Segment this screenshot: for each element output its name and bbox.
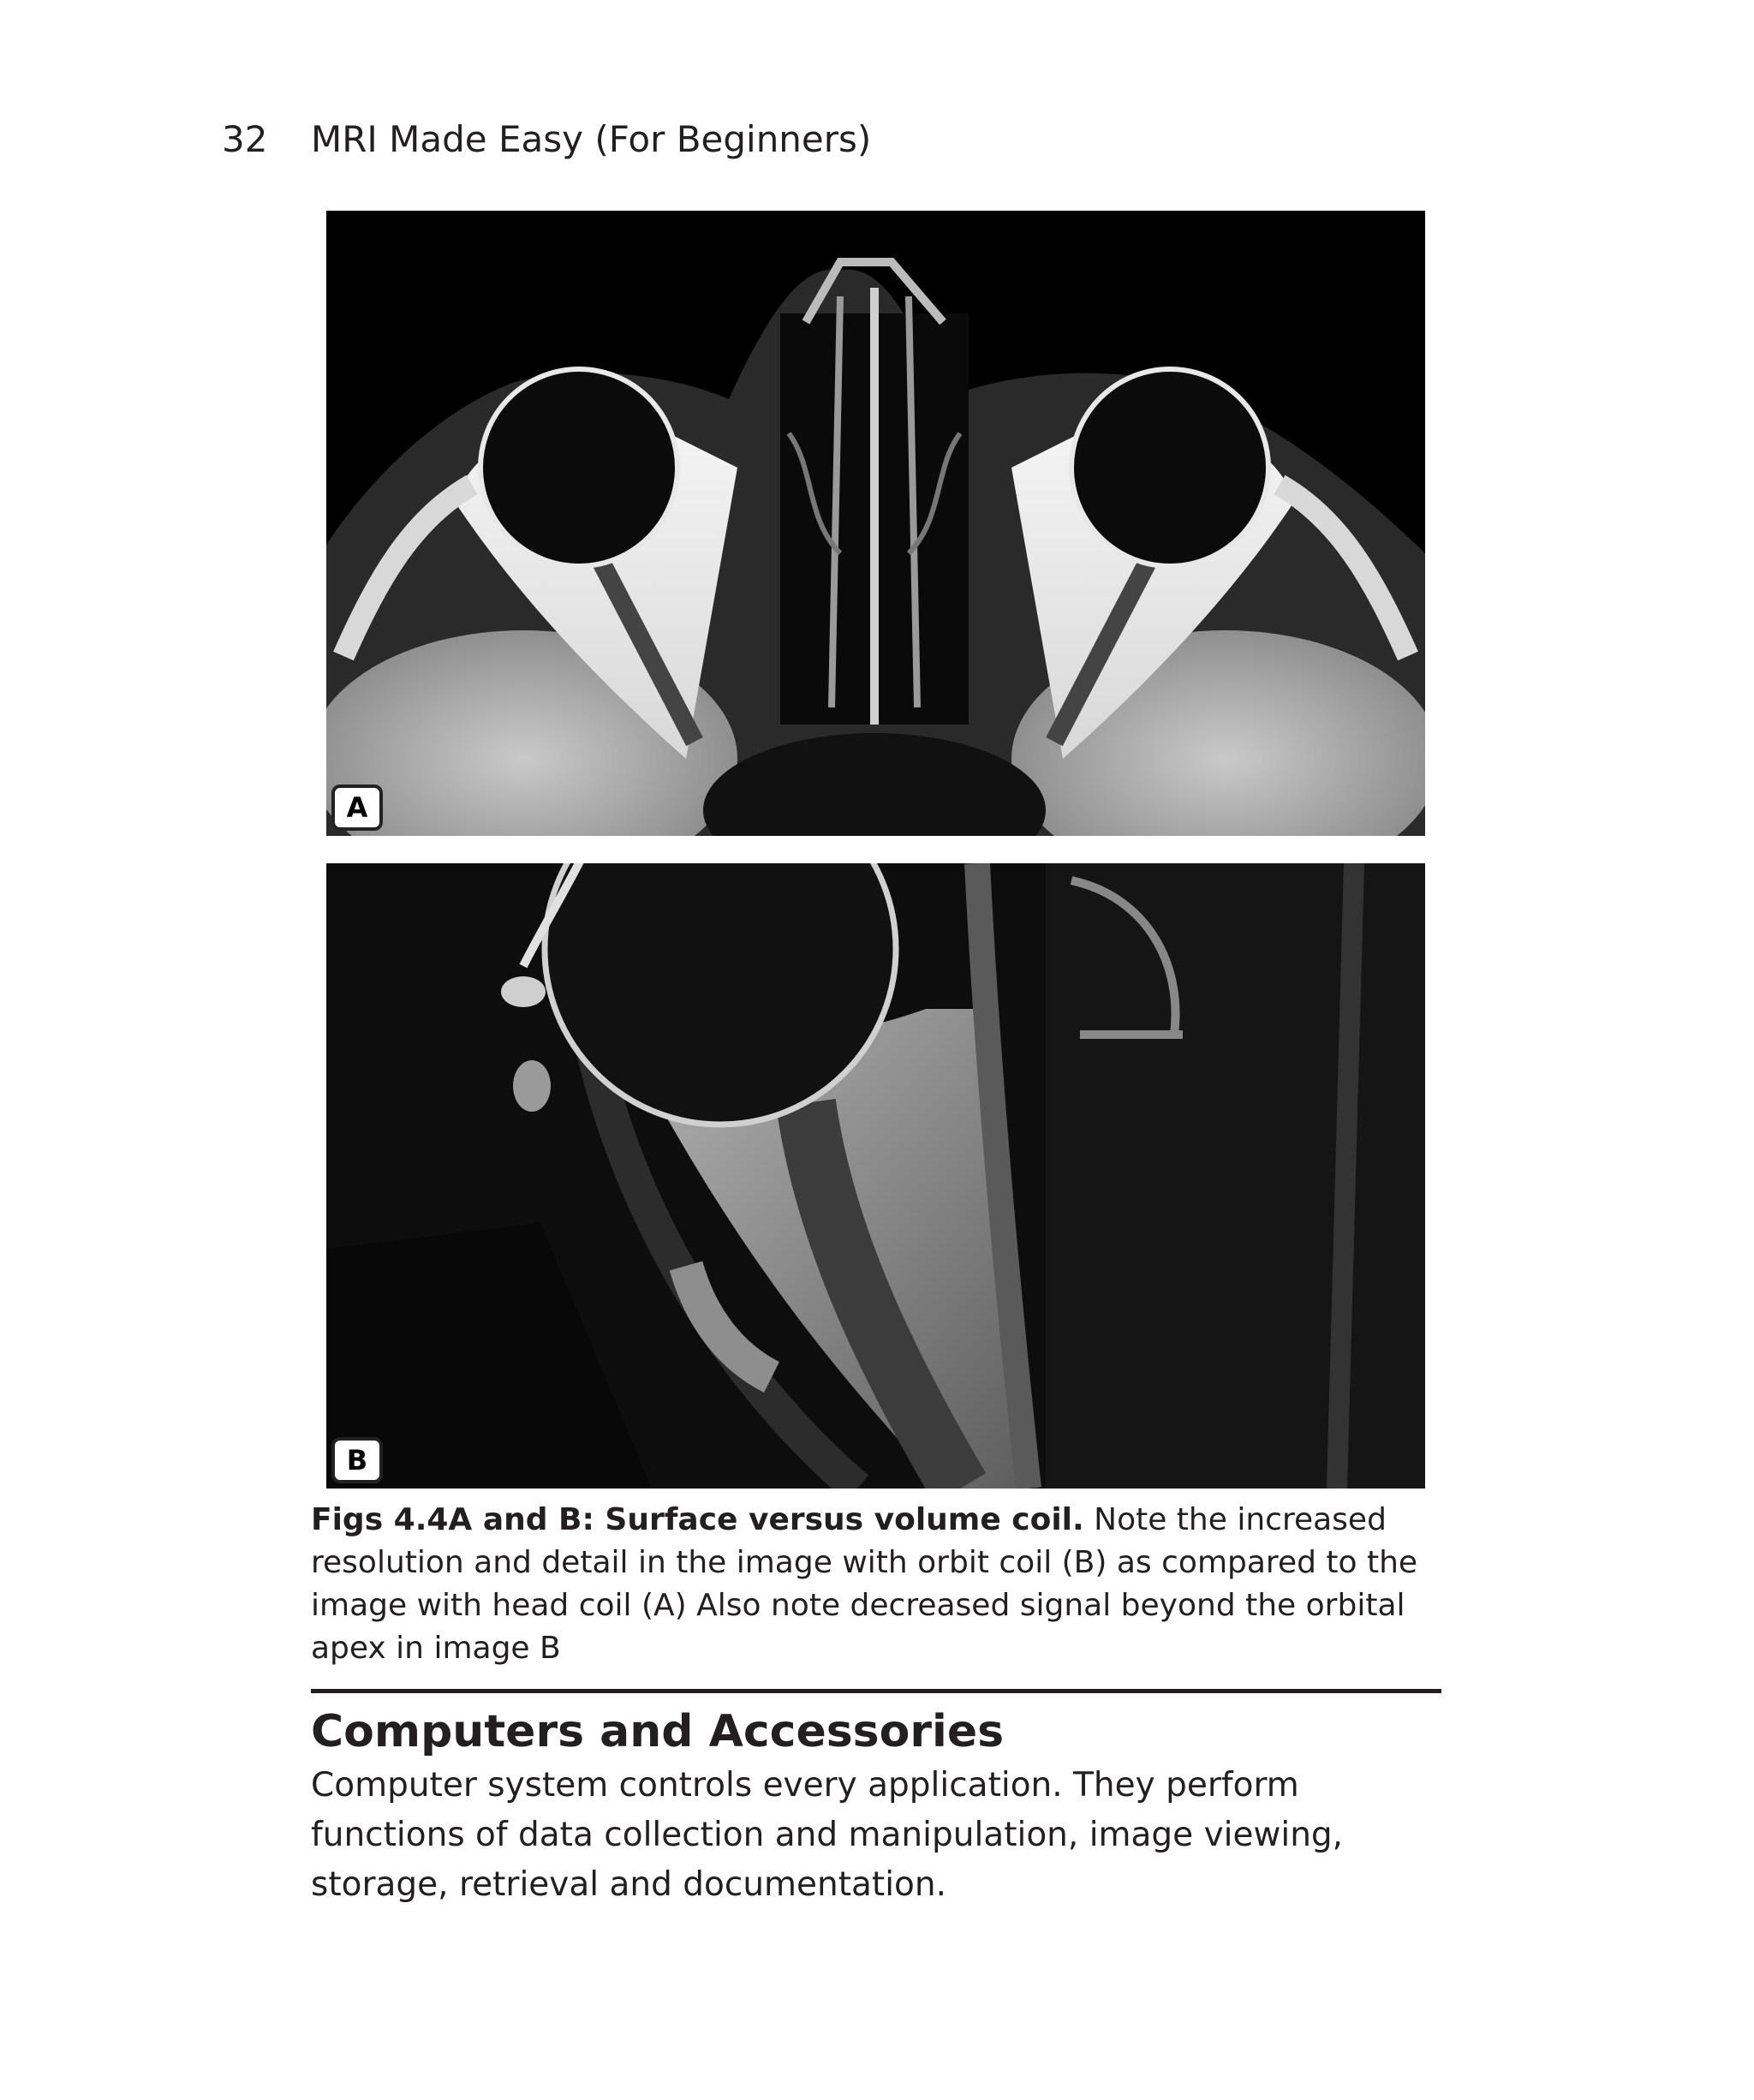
section-divider xyxy=(311,1689,1441,1693)
caption-title: Figs 4.4A and B: Surface versus volume coil. xyxy=(311,1502,1084,1537)
body-paragraph: Computer system controls every application. They perform functions of data collection and manipulation, image viewing, storage, retrieval and documentation. xyxy=(311,1766,1344,1904)
mri-figure-b xyxy=(326,863,1425,1488)
page-number: 32 xyxy=(222,118,268,160)
caption-text: Note the increased resolution and detail in the image with orbit coil (B) as compared to the image with head coil (A) Also note decreased signal beyond the orbital apex in image B xyxy=(311,1502,1418,1666)
running-head xyxy=(222,115,871,164)
mri-figure-a xyxy=(326,211,1425,836)
figure-caption xyxy=(311,1499,1441,1670)
mri-axial-orbits-image xyxy=(326,211,1425,836)
book-title: MRI Made Easy (For Beginners) xyxy=(311,118,872,160)
section-heading: Computers and Accessories xyxy=(311,1706,1005,1757)
figure-label-a: A xyxy=(331,785,383,831)
mri-orbit-coil-image xyxy=(326,863,1425,1488)
figure-label-b: B xyxy=(331,1437,383,1483)
